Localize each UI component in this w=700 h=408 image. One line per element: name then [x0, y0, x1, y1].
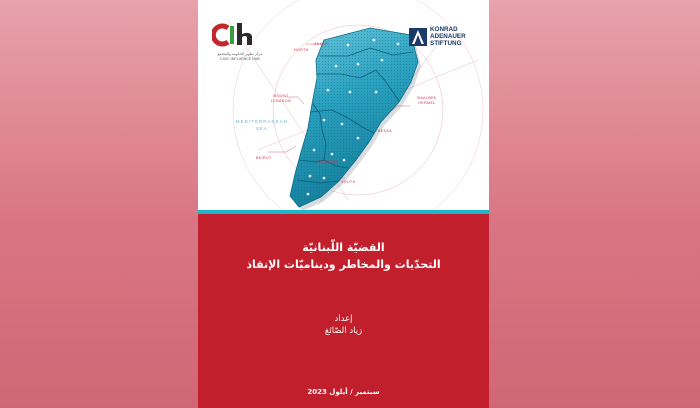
region-label-south: SOUTH	[341, 180, 356, 184]
region-label-beirut: BEIRUT	[256, 156, 272, 160]
cover-map-section	[198, 0, 489, 210]
cih-logo-mark	[212, 22, 268, 48]
cover-title	[198, 240, 489, 273]
prepared-by-label: إعداد	[334, 314, 353, 324]
kas-line-stiftung: STIFTUNG	[430, 39, 462, 47]
region-label-mount-lebanon: MOUNT LEBANON	[271, 94, 291, 103]
cih-logo	[212, 22, 268, 66]
region-label-nabatieh: NABATIEH	[318, 160, 339, 164]
region-label-north: NORTH	[294, 48, 309, 52]
report-cover	[198, 0, 489, 408]
kas-line-konrad: KONRAD	[430, 26, 458, 33]
sea-label: MEDITERRANEAN SEA	[236, 119, 288, 131]
region-label-akkar: AKKAR	[314, 42, 329, 46]
cover-title-panel	[198, 214, 489, 408]
kas-logo-mark	[409, 28, 427, 46]
title-line-1: القضيّة اللّبنانيّة	[302, 241, 385, 254]
kas-logo-text	[430, 27, 480, 47]
kas-line-adenauer: ADENAUER	[430, 32, 466, 40]
title-line-2: التحدّيات والمخاطر وديناميّات الإنقاذ	[246, 258, 441, 271]
region-label-baalbek-hermel: BAALBEK HERMEL	[417, 96, 437, 105]
region-label-bekaa: BEKAA	[378, 129, 392, 133]
author-block	[198, 313, 489, 338]
cih-logo-tagline	[212, 52, 268, 62]
cih-tagline-english: CIVIC INFLUENCE HUB	[220, 56, 260, 61]
cih-tagline-arabic: مركز تطوير الحكومة والمجتمع	[217, 52, 263, 56]
author-name: زياد الصّائغ	[324, 326, 363, 336]
kas-logo	[409, 26, 475, 48]
publication-date: سبتمبر / أيلول 2023	[307, 388, 380, 396]
